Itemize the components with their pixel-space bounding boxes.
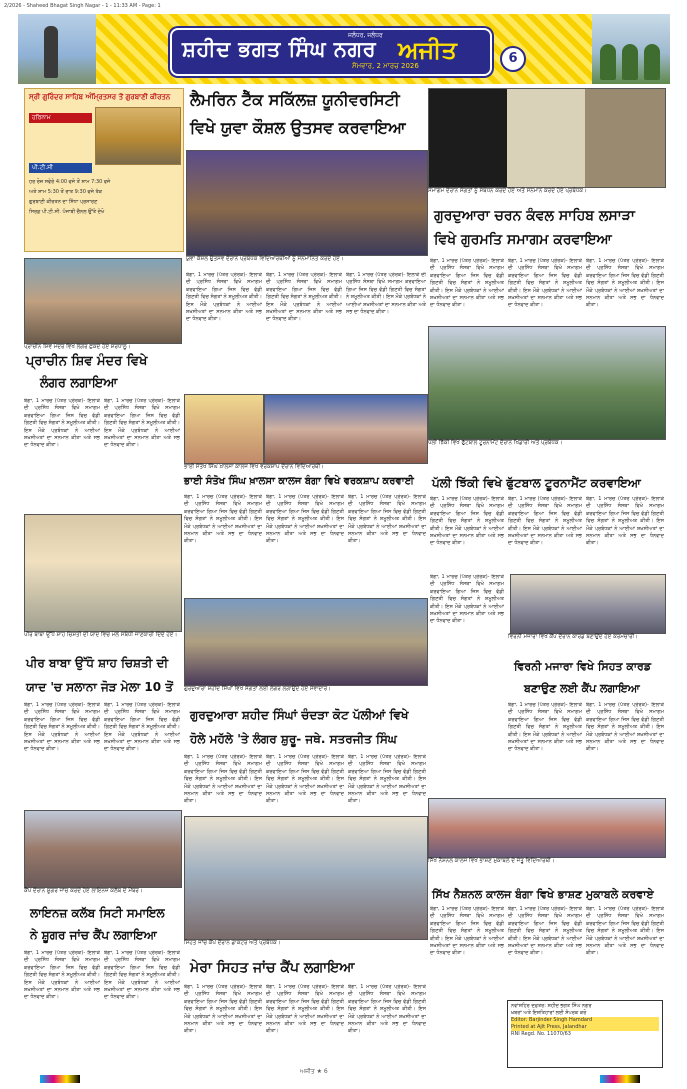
lions-caption: ਕੈਂਪ ਦੌਰਾਨ ਸ਼ੂਗਰ ਜਾਂਚ ਕਰਦੇ ਹੋਏ ਲਾਇਨਜ਼ ਕਲੱਬ ਦੇ ਮੈਂਬਰ। — [24, 888, 143, 894]
imprint-line: ਨਵਾਂਸ਼ਹਿਰ ਦਫ਼ਤਰ: ਸ਼ਹੀਦ ਭਗਤ ਸਿੰਘ ਨਗਰ — [511, 1003, 592, 1009]
gurdwara-shaheed-col-2: ਬੰਗਾ, 1 ਮਾਰਚ (ਪੱਤਰ ਪ੍ਰੇਰਕ)- ਇਲਾਕੇ ਦੀ ਪ੍ਰਸਿੱਧ ਸੰਸਥਾ ਵਿਖੇ ਸਮਾਗਮ ਕਰਵਾਇਆ ਗਿਆ ਜਿਸ ਵਿਚ ਵੱਡੀ ਗਿਣਤੀ ਵਿਚ ਸੰਗਤਾਂ ਨੇ ਸ਼ਮੂਲੀਅਤ ਕੀਤੀ। ਇਸ ਮੌਕੇ ਪ੍ਰਬੰਧਕਾਂ ਨੇ ਆਈਆਂ ਸ਼ਖ਼ਸੀਅਤਾਂ ਦਾ ਸਨਮਾਨ ਕੀਤਾ ਅਤੇ ਸਭ ਦਾ ਧੰਨਵਾਦ ਕੀਤਾ। — [266, 754, 344, 805]
peer-baba-headline-2: ਯਾਦ 'ਚ ਸਲਾਨਾ ਜੋੜ ਮੇਲਾ 10 ਤੋਂ — [26, 680, 173, 694]
football-photo — [428, 326, 666, 440]
health-camp-col-2: ਬੰਗਾ, 1 ਮਾਰਚ (ਪੱਤਰ ਪ੍ਰੇਰਕ)- ਇਲਾਕੇ ਦੀ ਪ੍ਰਸਿੱਧ ਸੰਸਥਾ ਵਿਖੇ ਸਮਾਗਮ ਕਰਵਾਇਆ ਗਿਆ ਜਿਸ ਵਿਚ ਵੱਡੀ ਗਿਣਤੀ ਵਿਚ ਸੰਗਤਾਂ ਨੇ ਸ਼ਮੂਲੀਅਤ ਕੀਤੀ। ਇਸ ਮੌਕੇ ਪ੍ਰਬੰਧਕਾਂ ਨੇ ਆਈਆਂ ਸ਼ਖ਼ਸੀਅਤਾਂ ਦਾ ਸਨਮਾਨ ਕੀਤਾ ਅਤੇ ਸਭ ਦਾ ਧੰਨਵਾਦ ਕੀਤਾ। — [266, 984, 344, 1035]
card-camp-headline-1: ਵਿਰਨੀ ਮਜਾਰਾ ਵਿਖੇ ਸਿਹਤ ਕਾਰਡ — [514, 660, 651, 673]
ad-title: ਸ੍ਰੀ ਗੁਰਿੰਦਰ ਸਾਹਿਬ ਅੰਮ੍ਰਿਤਸਰ ਤੋਂ ਗੁਰਬਾਣੀ ਕੀਰਤਨ — [29, 93, 171, 101]
gurdwara-charan-caption: ਸਮਾਗਮ ਦੌਰਾਨ ਸੰਗਤਾਂ ਨੂੰ ਸੰਬੋਧਨ ਕਰਦੇ ਹੋਏ ਅਤੇ ਸਨਮਾਨ ਕਰਦੇ ਹੋਏ ਪ੍ਰਬੰਧਕ। — [428, 188, 587, 194]
health-camp-caption: ਸਿਹਤ ਜਾਂਚ ਕੈਂਪ ਦੌਰਾਨ ਡਾਕਟਰ ਅਤੇ ਪ੍ਰਬੰਧਕ। — [184, 940, 281, 946]
ad-line: ਅਤੇ ਸ਼ਾਮ 5:30 ਤੋਂ ਰਾਤ 9:30 ਵਜੇ ਤੱਕ — [29, 189, 103, 195]
lions-headline-1: ਲਾਇਨਜ਼ ਕਲੱਬ ਸਿਟੀ ਸਮਾਇਲ — [30, 906, 165, 920]
brand-logo: ਅਜੀਤ — [398, 36, 457, 64]
ptc-advertisement — [24, 88, 184, 252]
lions-headline-2: ਨੇ ਸ਼ੂਗਰ ਜਾਂਚ ਕੈਂਪ ਲਗਾਇਆ — [30, 928, 157, 942]
ad-line: ਹਰ ਰੋਜ਼ ਸਵੇਰੇ 4:00 ਵਜੇ ਤੋਂ ਸ਼ਾਮ 7:30 ਵਜੇ — [29, 179, 111, 185]
section-title: ਸ਼ਹੀਦ ਭਗਤ ਸਿੰਘ ਨਗਰ — [182, 37, 377, 61]
khalsa-headline: ਭਾਈ ਸੰਤੋਖ ਸਿੰਘ ਖ਼ਾਲਸਾ ਕਾਲਜ ਬੰਗਾ ਵਿਖੇ ਵਰਕਸ਼ਾਪ ਕਰਵਾਈ — [184, 476, 414, 487]
lamrin-headline-1: ਲੈਮਰਿਨ ਟੈੱਕ ਸਕਿੱਲਜ਼ ਯੂਨੀਵਰਸਿਟੀ — [190, 90, 400, 109]
issue-date: ਸੋਮਵਾਰ, 2 ਮਾਰਚ 2026 — [352, 62, 419, 70]
gurdwara-shaheed-caption: ਗੁਰਦੁਆਰਾ ਸ਼ਹੀਦ ਸਿੰਘਾਂ ਵਿਖੇ ਸੰਗਤਾਂ ਲਈ ਲੰਗਰ ਲਗਾਉਂਦੇ ਹੋਏ ਸੇਵਾਦਾਰ। — [184, 686, 331, 692]
ad-line: ਸਿਰਫ਼ ਪੀ.ਟੀ.ਸੀ. ਪੰਜਾਬੀ ਚੈਨਲ ਉੱਤੇ ਦੇਖੋ — [29, 209, 105, 215]
printer-slug: 2/2026 - Shaheed Bhagat Singh Nagar - 1 - 11:33 AM - Page: 1 — [4, 3, 161, 9]
lamrin-photo — [186, 150, 428, 256]
landscape-photo — [592, 14, 670, 84]
khalsa-caption: ਭਾਈ ਸੰਤੋਖ ਸਿੰਘ ਖ਼ਾਲਸਾ ਕਾਲਜ ਵਿਖੇ ਵਰਕਸ਼ਾਪ ਦੌਰਾਨ ਵਿਦਿਆਰਥੀ। — [184, 464, 324, 470]
ad-line: ਗੁਰਬਾਣੀ ਕੀਰਤਨ ਦਾ ਸਿੱਧਾ ਪ੍ਰਸਾਰਣ — [29, 199, 98, 205]
shiv-mandir-headline-1: ਪ੍ਰਾਚੀਨ ਸ਼ਿਵ ਮੰਦਰ ਵਿਖੇ — [26, 354, 148, 369]
sikh-national-col-2: ਬੰਗਾ, 1 ਮਾਰਚ (ਪੱਤਰ ਪ੍ਰੇਰਕ)- ਇਲਾਕੇ ਦੀ ਪ੍ਰਸਿੱਧ ਸੰਸਥਾ ਵਿਖੇ ਸਮਾਗਮ ਕਰਵਾਇਆ ਗਿਆ ਜਿਸ ਵਿਚ ਵੱਡੀ ਗਿਣਤੀ ਵਿਚ ਸੰਗਤਾਂ ਨੇ ਸ਼ਮੂਲੀਅਤ ਕੀਤੀ। ਇਸ ਮੌਕੇ ਪ੍ਰਬੰਧਕਾਂ ਨੇ ਆਈਆਂ ਸ਼ਖ਼ਸੀਅਤਾਂ ਦਾ ਸਨਮਾਨ ਕੀਤਾ ਅਤੇ ਸਭ ਦਾ ਧੰਨਵਾਦ ਕੀਤਾ। — [508, 906, 582, 957]
gurdwara-shaheed-col-1: ਬੰਗਾ, 1 ਮਾਰਚ (ਪੱਤਰ ਪ੍ਰੇਰਕ)- ਇਲਾਕੇ ਦੀ ਪ੍ਰਸਿੱਧ ਸੰਸਥਾ ਵਿਖੇ ਸਮਾਗਮ ਕਰਵਾਇਆ ਗਿਆ ਜਿਸ ਵਿਚ ਵੱਡੀ ਗਿਣਤੀ ਵਿਚ ਸੰਗਤਾਂ ਨੇ ਸ਼ਮੂਲੀਅਤ ਕੀਤੀ। ਇਸ ਮੌਕੇ ਪ੍ਰਬੰਧਕਾਂ ਨੇ ਆਈਆਂ ਸ਼ਖ਼ਸੀਅਤਾਂ ਦਾ ਸਨਮਾਨ ਕੀਤਾ ਅਤੇ ਸਭ ਦਾ ਧੰਨਵਾਦ ਕੀਤਾ। — [184, 754, 262, 805]
khalsa-portrait-photo — [184, 394, 264, 464]
khalsa-col-2: ਬੰਗਾ, 1 ਮਾਰਚ (ਪੱਤਰ ਪ੍ਰੇਰਕ)- ਇਲਾਕੇ ਦੀ ਪ੍ਰਸਿੱਧ ਸੰਸਥਾ ਵਿਖੇ ਸਮਾਗਮ ਕਰਵਾਇਆ ਗਿਆ ਜਿਸ ਵਿਚ ਵੱਡੀ ਗਿਣਤੀ ਵਿਚ ਸੰਗਤਾਂ ਨੇ ਸ਼ਮੂਲੀਅਤ ਕੀਤੀ। ਇਸ ਮੌਕੇ ਪ੍ਰਬੰਧਕਾਂ ਨੇ ਆਈਆਂ ਸ਼ਖ਼ਸੀਅਤਾਂ ਦਾ ਸਨਮਾਨ ਕੀਤਾ ਅਤੇ ਸਭ ਦਾ ਧੰਨਵਾਦ ਕੀਤਾ। — [266, 494, 344, 545]
health-camp-headline: ਮੇਰਾ ਸਿਹਤ ਜਾਂਚ ਕੈਂਪ ਲਗਾਇਆ — [190, 960, 355, 976]
card-camp-headline-2: ਬਣਾਉਣ ਲਈ ਕੈਂਪ ਲਗਾਇਆ — [524, 682, 640, 695]
card-camp-col-2: ਬੰਗਾ, 1 ਮਾਰਚ (ਪੱਤਰ ਪ੍ਰੇਰਕ)- ਇਲਾਕੇ ਦੀ ਪ੍ਰਸਿੱਧ ਸੰਸਥਾ ਵਿਖੇ ਸਮਾਗਮ ਕਰਵਾਇਆ ਗਿਆ ਜਿਸ ਵਿਚ ਵੱਡੀ ਗਿਣਤੀ ਵਿਚ ਸੰਗਤਾਂ ਨੇ ਸ਼ਮੂਲੀਅਤ ਕੀਤੀ। ਇਸ ਮੌਕੇ ਪ੍ਰਬੰਧਕਾਂ ਨੇ ਆਈਆਂ ਸ਼ਖ਼ਸੀਅਤਾਂ ਦਾ ਸਨਮਾਨ ਕੀਤਾ ਅਤੇ ਸਭ ਦਾ ਧੰਨਵਾਦ ਕੀਤਾ। — [586, 702, 664, 753]
gurdwara-charan-headline-1: ਗੁਰਦੁਆਰਾ ਚਰਨ ਕੰਵਲ ਸਾਹਿਬ ਲਸਾੜਾ — [434, 208, 635, 224]
imprint-box — [507, 1000, 663, 1068]
gurdwara-shaheed-headline-2: ਹੋਲੇ ਮਹੱਲੇ 'ਤੇ ਲੰਗਰ ਸ਼ੁਰੂ- ਜਥੇ. ਸਤਰਜੀਤ ਸਿੰਘ — [190, 732, 397, 746]
shiv-mandir-photo — [24, 258, 182, 344]
imprint-line: ਖ਼ਬਰਾਂ ਅਤੇ ਇਸ਼ਤਿਹਾਰਾਂ ਲਈ ਸੰਪਰਕ ਕਰੋ — [511, 1010, 587, 1016]
card-camp-col-1: ਬੰਗਾ, 1 ਮਾਰਚ (ਪੱਤਰ ਪ੍ਰੇਰਕ)- ਇਲਾਕੇ ਦੀ ਪ੍ਰਸਿੱਧ ਸੰਸਥਾ ਵਿਖੇ ਸਮਾਗਮ ਕਰਵਾਇਆ ਗਿਆ ਜਿਸ ਵਿਚ ਵੱਡੀ ਗਿਣਤੀ ਵਿਚ ਸੰਗਤਾਂ ਨੇ ਸ਼ਮੂਲੀਅਤ ਕੀਤੀ। ਇਸ ਮੌਕੇ ਪ੍ਰਬੰਧਕਾਂ ਨੇ ਆਈਆਂ ਸ਼ਖ਼ਸੀਅਤਾਂ ਦਾ ਸਨਮਾਨ ਕੀਤਾ ਅਤੇ ਸਭ ਦਾ ਧੰਨਵਾਦ ਕੀਤਾ। — [508, 702, 582, 753]
imprint-line: Printed at Ajit Press, Jalandhar — [511, 1024, 659, 1031]
lions-photo — [24, 810, 182, 888]
football-col-2: ਬੰਗਾ, 1 ਮਾਰਚ (ਪੱਤਰ ਪ੍ਰੇਰਕ)- ਇਲਾਕੇ ਦੀ ਪ੍ਰਸਿੱਧ ਸੰਸਥਾ ਵਿਖੇ ਸਮਾਗਮ ਕਰਵਾਇਆ ਗਿਆ ਜਿਸ ਵਿਚ ਵੱਡੀ ਗਿਣਤੀ ਵਿਚ ਸੰਗਤਾਂ ਨੇ ਸ਼ਮੂਲੀਅਤ ਕੀਤੀ। ਇਸ ਮੌਕੇ ਪ੍ਰਬੰਧਕਾਂ ਨੇ ਆਈਆਂ ਸ਼ਖ਼ਸੀਅਤਾਂ ਦਾ ਸਨਮਾਨ ਕੀਤਾ ਅਤੇ ਸਭ ਦਾ ਧੰਨਵਾਦ ਕੀਤਾ। — [508, 496, 582, 547]
sikh-national-col-3: ਬੰਗਾ, 1 ਮਾਰਚ (ਪੱਤਰ ਪ੍ਰੇਰਕ)- ਇਲਾਕੇ ਦੀ ਪ੍ਰਸਿੱਧ ਸੰਸਥਾ ਵਿਖੇ ਸਮਾਗਮ ਕਰਵਾਇਆ ਗਿਆ ਜਿਸ ਵਿਚ ਵੱਡੀ ਗਿਣਤੀ ਵਿਚ ਸੰਗਤਾਂ ਨੇ ਸ਼ਮੂਲੀਅਤ ਕੀਤੀ। ਇਸ ਮੌਕੇ ਪ੍ਰਬੰਧਕਾਂ ਨੇ ਆਈਆਂ ਸ਼ਖ਼ਸੀਅਤਾਂ ਦਾ ਸਨਮਾਨ ਕੀਤਾ ਅਤੇ ਸਭ ਦਾ ਧੰਨਵਾਦ ਕੀਤਾ। — [586, 906, 664, 957]
imprint-line: RNI Regd. No. 11070/63 — [511, 1031, 571, 1037]
lamrin-headline-2: ਵਿਖੇ ਯੁਵਾ ਕੌਸ਼ਲ ਉਤਸਵ ਕਰਵਾਇਆ — [190, 118, 406, 137]
health-camp-col-3: ਬੰਗਾ, 1 ਮਾਰਚ (ਪੱਤਰ ਪ੍ਰੇਰਕ)- ਇਲਾਕੇ ਦੀ ਪ੍ਰਸਿੱਧ ਸੰਸਥਾ ਵਿਖੇ ਸਮਾਗਮ ਕਰਵਾਇਆ ਗਿਆ ਜਿਸ ਵਿਚ ਵੱਡੀ ਗਿਣਤੀ ਵਿਚ ਸੰਗਤਾਂ ਨੇ ਸ਼ਮੂਲੀਅਤ ਕੀਤੀ। ਇਸ ਮੌਕੇ ਪ੍ਰਬੰਧਕਾਂ ਨੇ ਆਈਆਂ ਸ਼ਖ਼ਸੀਅਤਾਂ ਦਾ ਸਨਮਾਨ ਕੀਤਾ ਅਤੇ ਸਭ ਦਾ ਧੰਨਵਾਦ ਕੀਤਾ। — [348, 984, 426, 1035]
sikh-national-caption: ਸਿੱਖ ਨੈਸ਼ਨਲ ਕਾਲਜ ਵਿਖੇ ਭਾਸ਼ਣ ਮੁਕਾਬਲੇ ਦੇ ਜੇਤੂ ਵਿਦਿਆਰਥੀ। — [428, 858, 555, 864]
peer-baba-photo — [24, 514, 182, 632]
gurdwara-charan-col-2: ਬੰਗਾ, 1 ਮਾਰਚ (ਪੱਤਰ ਪ੍ਰੇਰਕ)- ਇਲਾਕੇ ਦੀ ਪ੍ਰਸਿੱਧ ਸੰਸਥਾ ਵਿਖੇ ਸਮਾਗਮ ਕਰਵਾਇਆ ਗਿਆ ਜਿਸ ਵਿਚ ਵੱਡੀ ਗਿਣਤੀ ਵਿਚ ਸੰਗਤਾਂ ਨੇ ਸ਼ਮੂਲੀਅਤ ਕੀਤੀ। ਇਸ ਮੌਕੇ ਪ੍ਰਬੰਧਕਾਂ ਨੇ ਆਈਆਂ ਸ਼ਖ਼ਸੀਅਤਾਂ ਦਾ ਸਨਮਾਨ ਕੀਤਾ ਅਤੇ ਸਭ ਦਾ ਧੰਨਵਾਦ ਕੀਤਾ। — [508, 258, 582, 309]
lions-col-2: ਬੰਗਾ, 1 ਮਾਰਚ (ਪੱਤਰ ਪ੍ਰੇਰਕ)- ਇਲਾਕੇ ਦੀ ਪ੍ਰਸਿੱਧ ਸੰਸਥਾ ਵਿਖੇ ਸਮਾਗਮ ਕਰਵਾਇਆ ਗਿਆ ਜਿਸ ਵਿਚ ਵੱਡੀ ਗਿਣਤੀ ਵਿਚ ਸੰਗਤਾਂ ਨੇ ਸ਼ਮੂਲੀਅਤ ਕੀਤੀ। ਇਸ ਮੌਕੇ ਪ੍ਰਬੰਧਕਾਂ ਨੇ ਆਈਆਂ ਸ਼ਖ਼ਸੀਅਤਾਂ ਦਾ ਸਨਮਾਨ ਕੀਤਾ ਅਤੇ ਸਭ ਦਾ ਧੰਨਵਾਦ ਕੀਤਾ। — [104, 950, 180, 1001]
health-camp-col-1: ਬੰਗਾ, 1 ਮਾਰਚ (ਪੱਤਰ ਪ੍ਰੇਰਕ)- ਇਲਾਕੇ ਦੀ ਪ੍ਰਸਿੱਧ ਸੰਸਥਾ ਵਿਖੇ ਸਮਾਗਮ ਕਰਵਾਇਆ ਗਿਆ ਜਿਸ ਵਿਚ ਵੱਡੀ ਗਿਣਤੀ ਵਿਚ ਸੰਗਤਾਂ ਨੇ ਸ਼ਮੂਲੀਅਤ ਕੀਤੀ। ਇਸ ਮੌਕੇ ਪ੍ਰਬੰਧਕਾਂ ਨੇ ਆਈਆਂ ਸ਼ਖ਼ਸੀਅਤਾਂ ਦਾ ਸਨਮਾਨ ਕੀਤਾ ਅਤੇ ਸਭ ਦਾ ਧੰਨਵਾਦ ਕੀਤਾ। — [184, 984, 262, 1035]
football-caption: ਪੱਲੀ ਝਿੱਕੀ ਵਿਖੇ ਫੁੱਟਬਾਲ ਟੂਰਨਾਮੈਂਟ ਦੌਰਾਨ ਖਿਡਾਰੀ ਅਤੇ ਪ੍ਰਬੰਧਕ। — [428, 440, 563, 446]
health-camp-photo — [184, 816, 428, 940]
ad-channel: ਪੀ.ਟੀ.ਸੀ — [29, 163, 92, 173]
color-registration-bar — [600, 1075, 640, 1083]
card-camp-caption: ਵਿਰਨੀ ਮਜਾਰਾ ਵਿਖੇ ਕੈਂਪ ਦੌਰਾਨ ਕਾਰਡ ਬਣਾਉਂਦੇ ਹੋਏ ਕਰਮਚਾਰੀ। — [508, 634, 638, 640]
page-number: 6 — [500, 46, 526, 72]
sikh-national-col-1: ਬੰਗਾ, 1 ਮਾਰਚ (ਪੱਤਰ ਪ੍ਰੇਰਕ)- ਇਲਾਕੇ ਦੀ ਪ੍ਰਸਿੱਧ ਸੰਸਥਾ ਵਿਖੇ ਸਮਾਗਮ ਕਰਵਾਇਆ ਗਿਆ ਜਿਸ ਵਿਚ ਵੱਡੀ ਗਿਣਤੀ ਵਿਚ ਸੰਗਤਾਂ ਨੇ ਸ਼ਮੂਲੀਅਤ ਕੀਤੀ। ਇਸ ਮੌਕੇ ਪ੍ਰਬੰਧਕਾਂ ਨੇ ਆਈਆਂ ਸ਼ਖ਼ਸੀਅਤਾਂ ਦਾ ਸਨਮਾਨ ਕੀਤਾ ਅਤੇ ਸਭ ਦਾ ਧੰਨਵਾਦ ਕੀਤਾ। — [430, 906, 504, 957]
lamrin-col-2: ਬੰਗਾ, 1 ਮਾਰਚ (ਪੱਤਰ ਪ੍ਰੇਰਕ)- ਇਲਾਕੇ ਦੀ ਪ੍ਰਸਿੱਧ ਸੰਸਥਾ ਵਿਖੇ ਸਮਾਗਮ ਕਰਵਾਇਆ ਗਿਆ ਜਿਸ ਵਿਚ ਵੱਡੀ ਗਿਣਤੀ ਵਿਚ ਸੰਗਤਾਂ ਨੇ ਸ਼ਮੂਲੀਅਤ ਕੀਤੀ। ਇਸ ਮੌਕੇ ਪ੍ਰਬੰਧਕਾਂ ਨੇ ਆਈਆਂ ਸ਼ਖ਼ਸੀਅਤਾਂ ਦਾ ਸਨਮਾਨ ਕੀਤਾ ਅਤੇ ਸਭ ਦਾ ਧੰਨਵਾਦ ਕੀਤਾ। — [266, 272, 342, 323]
khalsa-col-1: ਬੰਗਾ, 1 ਮਾਰਚ (ਪੱਤਰ ਪ੍ਰੇਰਕ)- ਇਲਾਕੇ ਦੀ ਪ੍ਰਸਿੱਧ ਸੰਸਥਾ ਵਿਖੇ ਸਮਾਗਮ ਕਰਵਾਇਆ ਗਿਆ ਜਿਸ ਵਿਚ ਵੱਡੀ ਗਿਣਤੀ ਵਿਚ ਸੰਗਤਾਂ ਨੇ ਸ਼ਮੂਲੀਅਤ ਕੀਤੀ। ਇਸ ਮੌਕੇ ਪ੍ਰਬੰਧਕਾਂ ਨੇ ਆਈਆਂ ਸ਼ਖ਼ਸੀਅਤਾਂ ਦਾ ਸਨਮਾਨ ਕੀਤਾ ਅਤੇ ਸਭ ਦਾ ਧੰਨਵਾਦ ਕੀਤਾ। — [184, 494, 262, 545]
gurdwara-shaheed-col-3: ਬੰਗਾ, 1 ਮਾਰਚ (ਪੱਤਰ ਪ੍ਰੇਰਕ)- ਇਲਾਕੇ ਦੀ ਪ੍ਰਸਿੱਧ ਸੰਸਥਾ ਵਿਖੇ ਸਮਾਗਮ ਕਰਵਾਇਆ ਗਿਆ ਜਿਸ ਵਿਚ ਵੱਡੀ ਗਿਣਤੀ ਵਿਚ ਸੰਗਤਾਂ ਨੇ ਸ਼ਮੂਲੀਅਤ ਕੀਤੀ। ਇਸ ਮੌਕੇ ਪ੍ਰਬੰਧਕਾਂ ਨੇ ਆਈਆਂ ਸ਼ਖ਼ਸੀਅਤਾਂ ਦਾ ਸਨਮਾਨ ਕੀਤਾ ਅਤੇ ਸਭ ਦਾ ਧੰਨਵਾਦ ਕੀਤਾ। — [348, 754, 426, 805]
gurdwara-charan-col-3: ਬੰਗਾ, 1 ਮਾਰਚ (ਪੱਤਰ ਪ੍ਰੇਰਕ)- ਇਲਾਕੇ ਦੀ ਪ੍ਰਸਿੱਧ ਸੰਸਥਾ ਵਿਖੇ ਸਮਾਗਮ ਕਰਵਾਇਆ ਗਿਆ ਜਿਸ ਵਿਚ ਵੱਡੀ ਗਿਣਤੀ ਵਿਚ ਸੰਗਤਾਂ ਨੇ ਸ਼ਮੂਲੀਅਤ ਕੀਤੀ। ਇਸ ਮੌਕੇ ਪ੍ਰਬੰਧਕਾਂ ਨੇ ਆਈਆਂ ਸ਼ਖ਼ਸੀਅਤਾਂ ਦਾ ਸਨਮਾਨ ਕੀਤਾ ਅਤੇ ਸਭ ਦਾ ਧੰਨਵਾਦ ਕੀਤਾ। — [586, 258, 664, 309]
shiv-mandir-headline-2: ਲੰਗਰ ਲਗਾਇਆ — [40, 376, 118, 391]
lamrin-col-3: ਬੰਗਾ, 1 ਮਾਰਚ (ਪੱਤਰ ਪ੍ਰੇਰਕ)- ਇਲਾਕੇ ਦੀ ਪ੍ਰਸਿੱਧ ਸੰਸਥਾ ਵਿਖੇ ਸਮਾਗਮ ਕਰਵਾਇਆ ਗਿਆ ਜਿਸ ਵਿਚ ਵੱਡੀ ਗਿਣਤੀ ਵਿਚ ਸੰਗਤਾਂ ਨੇ ਸ਼ਮੂਲੀਅਤ ਕੀਤੀ। ਇਸ ਮੌਕੇ ਪ੍ਰਬੰਧਕਾਂ ਨੇ ਆਈਆਂ ਸ਼ਖ਼ਸੀਅਤਾਂ ਦਾ ਸਨਮਾਨ ਕੀਤਾ ਅਤੇ ਸਭ ਦਾ ਧੰਨਵਾਦ ਕੀਤਾ। — [346, 272, 426, 316]
lamrin-caption: ਯੁਵਾ ਕੌਸ਼ਲ ਉਤਸਵ ਦੌਰਾਨ ਪ੍ਰਬੰਧਕ ਵਿਦਿਆਰਥੀਆਂ ਨੂੰ ਸਨਮਾਨਿਤ ਕਰਦੇ ਹੋਏ। — [186, 256, 344, 262]
tree-icon — [622, 44, 638, 80]
imprint-line: Editor: Barjinder Singh Hamdard — [511, 1017, 659, 1024]
shiv-mandir-col-2: ਬੰਗਾ, 1 ਮਾਰਚ (ਪੱਤਰ ਪ੍ਰੇਰਕ)- ਇਲਾਕੇ ਦੀ ਪ੍ਰਸਿੱਧ ਸੰਸਥਾ ਵਿਖੇ ਸਮਾਗਮ ਕਰਵਾਇਆ ਗਿਆ ਜਿਸ ਵਿਚ ਵੱਡੀ ਗਿਣਤੀ ਵਿਚ ਸੰਗਤਾਂ ਨੇ ਸ਼ਮੂਲੀਅਤ ਕੀਤੀ। ਇਸ ਮੌਕੇ ਪ੍ਰਬੰਧਕਾਂ ਨੇ ਆਈਆਂ ਸ਼ਖ਼ਸੀਅਤਾਂ ਦਾ ਸਨਮਾਨ ਕੀਤਾ ਅਤੇ ਸਭ ਦਾ ਧੰਨਵਾਦ ਕੀਤਾ। — [104, 398, 180, 449]
gurdwara-charan-headline-2: ਵਿਖੇ ਗੁਰਮਤਿ ਸਮਾਗਮ ਕਰਵਾਇਆ — [434, 232, 612, 248]
lions-col-1: ਬੰਗਾ, 1 ਮਾਰਚ (ਪੱਤਰ ਪ੍ਰੇਰਕ)- ਇਲਾਕੇ ਦੀ ਪ੍ਰਸਿੱਧ ਸੰਸਥਾ ਵਿਖੇ ਸਮਾਗਮ ਕਰਵਾਇਆ ਗਿਆ ਜਿਸ ਵਿਚ ਵੱਡੀ ਗਿਣਤੀ ਵਿਚ ਸੰਗਤਾਂ ਨੇ ਸ਼ਮੂਲੀਅਤ ਕੀਤੀ। ਇਸ ਮੌਕੇ ਪ੍ਰਬੰਧਕਾਂ ਨੇ ਆਈਆਂ ਸ਼ਖ਼ਸੀਅਤਾਂ ਦਾ ਸਨਮਾਨ ਕੀਤਾ ਅਤੇ ਸਭ ਦਾ ਧੰਨਵਾਦ ਕੀਤਾ। — [24, 950, 100, 1001]
football-col-1: ਬੰਗਾ, 1 ਮਾਰਚ (ਪੱਤਰ ਪ੍ਰੇਰਕ)- ਇਲਾਕੇ ਦੀ ਪ੍ਰਸਿੱਧ ਸੰਸਥਾ ਵਿਖੇ ਸਮਾਗਮ ਕਰਵਾਇਆ ਗਿਆ ਜਿਸ ਵਿਚ ਵੱਡੀ ਗਿਣਤੀ ਵਿਚ ਸੰਗਤਾਂ ਨੇ ਸ਼ਮੂਲੀਅਤ ਕੀਤੀ। ਇਸ ਮੌਕੇ ਪ੍ਰਬੰਧਕਾਂ ਨੇ ਆਈਆਂ ਸ਼ਖ਼ਸੀਅਤਾਂ ਦਾ ਸਨਮਾਨ ਕੀਤਾ ਅਤੇ ਸਭ ਦਾ ਧੰਨਵਾਦ ਕੀਤਾ। — [430, 496, 504, 547]
khalsa-col-3: ਬੰਗਾ, 1 ਮਾਰਚ (ਪੱਤਰ ਪ੍ਰੇਰਕ)- ਇਲਾਕੇ ਦੀ ਪ੍ਰਸਿੱਧ ਸੰਸਥਾ ਵਿਖੇ ਸਮਾਗਮ ਕਰਵਾਇਆ ਗਿਆ ਜਿਸ ਵਿਚ ਵੱਡੀ ਗਿਣਤੀ ਵਿਚ ਸੰਗਤਾਂ ਨੇ ਸ਼ਮੂਲੀਅਤ ਕੀਤੀ। ਇਸ ਮੌਕੇ ਪ੍ਰਬੰਧਕਾਂ ਨੇ ਆਈਆਂ ਸ਼ਖ਼ਸੀਅਤਾਂ ਦਾ ਸਨਮਾਨ ਕੀਤਾ ਅਤੇ ਸਭ ਦਾ ਧੰਨਵਾਦ ਕੀਤਾ। — [348, 494, 426, 545]
masthead-plate — [170, 28, 492, 76]
golden-temple-photo — [95, 107, 181, 165]
peer-baba-caption: ਪੀਰ ਬਾਬਾ ਉੱਧੋ ਸ਼ਾਹ ਚਿਸ਼ਤੀ ਦੀ ਯਾਦ ਵਿਚ ਮੇਲੇ ਸਬੰਧੀ ਜਾਣਕਾਰੀ ਦਿੰਦੇ ਹੋਏ। — [24, 632, 178, 638]
shiv-mandir-caption: ਪ੍ਰਾਚੀਨ ਸ਼ਿਵ ਮੰਦਰ ਵਿਖੇ ਲੰਗਰ ਛਕਦੇ ਹੋਏ ਸ਼ਰਧਾਲੂ। — [24, 344, 131, 350]
sikh-national-photo — [428, 798, 666, 858]
khalsa-group-photo — [264, 394, 428, 464]
gurdwara-charan-col-1: ਬੰਗਾ, 1 ਮਾਰਚ (ਪੱਤਰ ਪ੍ਰੇਰਕ)- ਇਲਾਕੇ ਦੀ ਪ੍ਰਸਿੱਧ ਸੰਸਥਾ ਵਿਖੇ ਸਮਾਗਮ ਕਰਵਾਇਆ ਗਿਆ ਜਿਸ ਵਿਚ ਵੱਡੀ ਗਿਣਤੀ ਵਿਚ ਸੰਗਤਾਂ ਨੇ ਸ਼ਮੂਲੀਅਤ ਕੀਤੀ। ਇਸ ਮੌਕੇ ਪ੍ਰਬੰਧਕਾਂ ਨੇ ਆਈਆਂ ਸ਼ਖ਼ਸੀਅਤਾਂ ਦਾ ਸਨਮਾਨ ਕੀਤਾ ਅਤੇ ਸਭ ਦਾ ਧੰਨਵਾਦ ਕੀਤਾ। — [430, 258, 504, 309]
football-col-3: ਬੰਗਾ, 1 ਮਾਰਚ (ਪੱਤਰ ਪ੍ਰੇਰਕ)- ਇਲਾਕੇ ਦੀ ਪ੍ਰਸਿੱਧ ਸੰਸਥਾ ਵਿਖੇ ਸਮਾਗਮ ਕਰਵਾਇਆ ਗਿਆ ਜਿਸ ਵਿਚ ਵੱਡੀ ਗਿਣਤੀ ਵਿਚ ਸੰਗਤਾਂ ਨੇ ਸ਼ਮੂਲੀਅਤ ਕੀਤੀ। ਇਸ ਮੌਕੇ ਪ੍ਰਬੰਧਕਾਂ ਨੇ ਆਈਆਂ ਸ਼ਖ਼ਸੀਅਤਾਂ ਦਾ ਸਨਮਾਨ ਕੀਤਾ ਅਤੇ ਸਭ ਦਾ ਧੰਨਵਾਦ ਕੀਤਾ। — [586, 496, 664, 547]
lamrin-col-1: ਬੰਗਾ, 1 ਮਾਰਚ (ਪੱਤਰ ਪ੍ਰੇਰਕ)- ਇਲਾਕੇ ਦੀ ਪ੍ਰਸਿੱਧ ਸੰਸਥਾ ਵਿਖੇ ਸਮਾਗਮ ਕਰਵਾਇਆ ਗਿਆ ਜਿਸ ਵਿਚ ਵੱਡੀ ਗਿਣਤੀ ਵਿਚ ਸੰਗਤਾਂ ਨੇ ਸ਼ਮੂਲੀਅਤ ਕੀਤੀ। ਇਸ ਮੌਕੇ ਪ੍ਰਬੰਧਕਾਂ ਨੇ ਆਈਆਂ ਸ਼ਖ਼ਸੀਅਤਾਂ ਦਾ ਸਨਮਾਨ ਕੀਤਾ ਅਤੇ ਸਭ ਦਾ ਧੰਨਵਾਦ ਕੀਤਾ। — [186, 272, 262, 323]
peer-baba-headline-1: ਪੀਰ ਬਾਬਾ ਉੱਧੋ ਸ਼ਾਹ ਚਿਸ਼ਤੀ ਦੀ — [26, 656, 169, 670]
statue-icon — [44, 26, 58, 78]
peer-baba-col-2: ਬੰਗਾ, 1 ਮਾਰਚ (ਪੱਤਰ ਪ੍ਰੇਰਕ)- ਇਲਾਕੇ ਦੀ ਪ੍ਰਸਿੱਧ ਸੰਸਥਾ ਵਿਖੇ ਸਮਾਗਮ ਕਰਵਾਇਆ ਗਿਆ ਜਿਸ ਵਿਚ ਵੱਡੀ ਗਿਣਤੀ ਵਿਚ ਸੰਗਤਾਂ ਨੇ ਸ਼ਮੂਲੀਅਤ ਕੀਤੀ। ਇਸ ਮੌਕੇ ਪ੍ਰਬੰਧਕਾਂ ਨੇ ਆਈਆਂ ਸ਼ਖ਼ਸੀਅਤਾਂ ਦਾ ਸਨਮਾਨ ਕੀਤਾ ਅਤੇ ਸਭ ਦਾ ਧੰਨਵਾਦ ਕੀਤਾ। — [104, 702, 180, 753]
sikh-national-headline: ਸਿੱਖ ਨੈਸ਼ਨਲ ਕਾਲਜ ਬੰਗਾ ਵਿਖੇ ਭਾਸ਼ਣ ਮੁਕਾਬਲੇ ਕਰਵਾਏ — [432, 888, 654, 901]
football-headline: ਪੱਲੀ ਝਿੱਕੀ ਵਿਖੇ ਫੁੱਟਬਾਲ ਟੂਰਨਾਮੈਂਟ ਕਰਵਾਇਆ — [432, 476, 641, 490]
card-camp-col-left: ਬੰਗਾ, 1 ਮਾਰਚ (ਪੱਤਰ ਪ੍ਰੇਰਕ)- ਇਲਾਕੇ ਦੀ ਪ੍ਰਸਿੱਧ ਸੰਸਥਾ ਵਿਖੇ ਸਮਾਗਮ ਕਰਵਾਇਆ ਗਿਆ ਜਿਸ ਵਿਚ ਵੱਡੀ ਗਿਣਤੀ ਵਿਚ ਸੰਗਤਾਂ ਨੇ ਸ਼ਮੂਲੀਅਤ ਕੀਤੀ। ਇਸ ਮੌਕੇ ਪ੍ਰਬੰਧਕਾਂ ਨੇ ਆਈਆਂ ਸ਼ਖ਼ਸੀਅਤਾਂ ਦਾ ਸਨਮਾਨ ਕੀਤਾ ਅਤੇ ਸਭ ਦਾ ਧੰਨਵਾਦ ਕੀਤਾ। — [430, 574, 504, 625]
gurdwara-shaheed-photo — [184, 598, 428, 686]
ad-label: ਹਰਿਨਾਮ — [29, 113, 92, 123]
card-camp-photo — [510, 574, 666, 634]
color-registration-bar — [40, 1075, 80, 1083]
statue-photo — [18, 14, 96, 84]
shiv-mandir-col-1: ਬੰਗਾ, 1 ਮਾਰਚ (ਪੱਤਰ ਪ੍ਰੇਰਕ)- ਇਲਾਕੇ ਦੀ ਪ੍ਰਸਿੱਧ ਸੰਸਥਾ ਵਿਖੇ ਸਮਾਗਮ ਕਰਵਾਇਆ ਗਿਆ ਜਿਸ ਵਿਚ ਵੱਡੀ ਗਿਣਤੀ ਵਿਚ ਸੰਗਤਾਂ ਨੇ ਸ਼ਮੂਲੀਅਤ ਕੀਤੀ। ਇਸ ਮੌਕੇ ਪ੍ਰਬੰਧਕਾਂ ਨੇ ਆਈਆਂ ਸ਼ਖ਼ਸੀਅਤਾਂ ਦਾ ਸਨਮਾਨ ਕੀਤਾ ਅਤੇ ਸਭ ਦਾ ਧੰਨਵਾਦ ਕੀਤਾ। — [24, 398, 100, 449]
page-folio: ਅਜੀਤ ★ 6 — [300, 1068, 328, 1075]
tree-icon — [644, 44, 660, 80]
peer-baba-col-1: ਬੰਗਾ, 1 ਮਾਰਚ (ਪੱਤਰ ਪ੍ਰੇਰਕ)- ਇਲਾਕੇ ਦੀ ਪ੍ਰਸਿੱਧ ਸੰਸਥਾ ਵਿਖੇ ਸਮਾਗਮ ਕਰਵਾਇਆ ਗਿਆ ਜਿਸ ਵਿਚ ਵੱਡੀ ਗਿਣਤੀ ਵਿਚ ਸੰਗਤਾਂ ਨੇ ਸ਼ਮੂਲੀਅਤ ਕੀਤੀ। ਇਸ ਮੌਕੇ ਪ੍ਰਬੰਧਕਾਂ ਨੇ ਆਈਆਂ ਸ਼ਖ਼ਸੀਅਤਾਂ ਦਾ ਸਨਮਾਨ ਕੀਤਾ ਅਤੇ ਸਭ ਦਾ ਧੰਨਵਾਦ ਕੀਤਾ। — [24, 702, 100, 753]
gurdwara-shaheed-headline-1: ਗੁਰਦੁਆਰਾ ਸ਼ਹੀਦ ਸਿੰਘਾਂ ਚੰਦੜਾ ਕੋਟ ਪੱਲੀਆਂ ਵਿਖੇ — [190, 708, 409, 722]
tree-icon — [600, 44, 616, 80]
gurdwara-charan-photo — [428, 88, 666, 188]
edition-city: ਜਲੰਧਰ, ਜਲੰਧਰ — [348, 32, 383, 39]
